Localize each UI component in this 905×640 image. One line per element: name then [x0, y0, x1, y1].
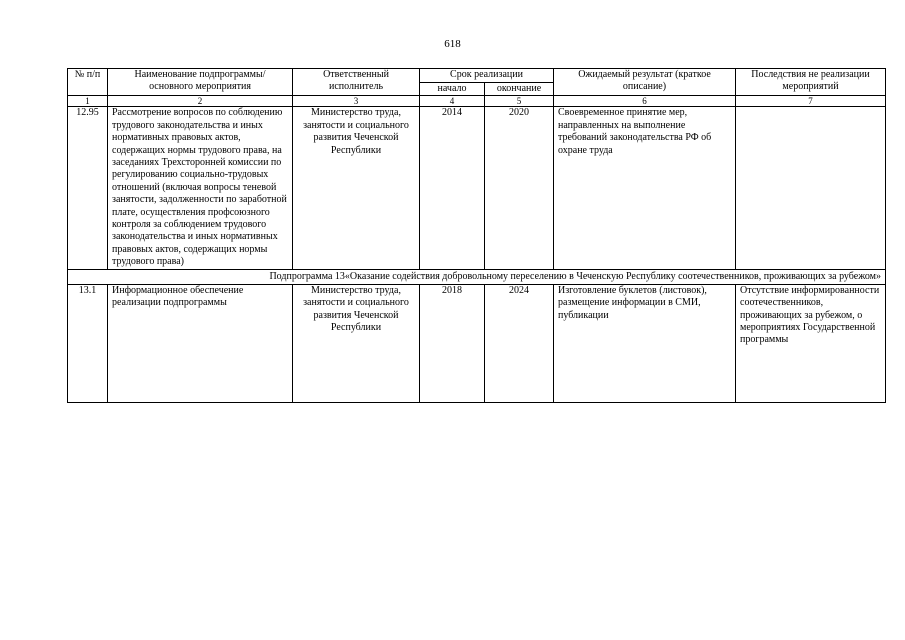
header-executor: Ответственный исполнитель: [293, 69, 420, 96]
program-table: [67, 68, 886, 403]
header-end: окончание: [485, 83, 554, 96]
header-result: Ожидаемый результат (краткое описание): [554, 69, 736, 96]
column-number: 3: [293, 96, 420, 107]
column-number: 1: [68, 96, 108, 107]
subprogram-title: Подпрограмма 13«Оказание содействия добровольному переселению в Чеченскую Республику соотечественников, проживающих за рубежом»: [68, 269, 886, 284]
row-name: Рассмотрение вопросов по соблюдению трудового законодательства и иных нормативных правовых актов, содержащих нормы трудового права, на заседаниях Трехсторонней комиссии по регулированию социально-трудовых отношений (включая вопросы теневой занятости, задолженности по заработной плате, осуществления профсоюзного контроля за соблюдением трудового законодательства и иных нормативных правовых актов, содержащих нормы трудового права): [108, 107, 293, 269]
column-number: 2: [108, 96, 293, 107]
row-consequences: [736, 107, 886, 269]
row-num: 12.95: [68, 107, 108, 269]
page-number: 618: [444, 38, 461, 50]
header-consequences: Последствия не реализации мероприятий: [736, 69, 886, 96]
table-row: [68, 284, 886, 402]
row-end: 2020: [485, 107, 554, 269]
row-result: Изготовление буклетов (листовок), размещение информации в СМИ, публикации: [554, 284, 736, 402]
header-start: начало: [420, 83, 485, 96]
table-row: [68, 107, 886, 269]
row-consequences: Отсутствие информированности соотечественников, проживающих за рубежом, о мероприятиях Государственной программы: [736, 284, 886, 402]
row-num: 13.1: [68, 284, 108, 402]
row-name: Информационное обеспечение реализации подпрограммы: [108, 284, 293, 402]
column-number: 6: [554, 96, 736, 107]
column-number: 7: [736, 96, 886, 107]
column-number: 4: [420, 96, 485, 107]
row-start: 2014: [420, 107, 485, 269]
header-period: Срок реализации: [420, 69, 554, 83]
column-number: 5: [485, 96, 554, 107]
row-end: 2024: [485, 284, 554, 402]
header-name: Наименование подпрограммы/ основного мероприятия: [108, 69, 293, 96]
row-executor: Министерство труда, занятости и социального развития Чеченской Республики: [293, 107, 420, 269]
header-num: № п/п: [68, 69, 108, 96]
row-result: Своевременное принятие мер, направленных на выполнение требований законодательства РФ об охране труда: [554, 107, 736, 269]
row-start: 2018: [420, 284, 485, 402]
row-executor: Министерство труда, занятости и социального развития Чеченской Республики: [293, 284, 420, 402]
subprogram-row: [68, 269, 886, 284]
